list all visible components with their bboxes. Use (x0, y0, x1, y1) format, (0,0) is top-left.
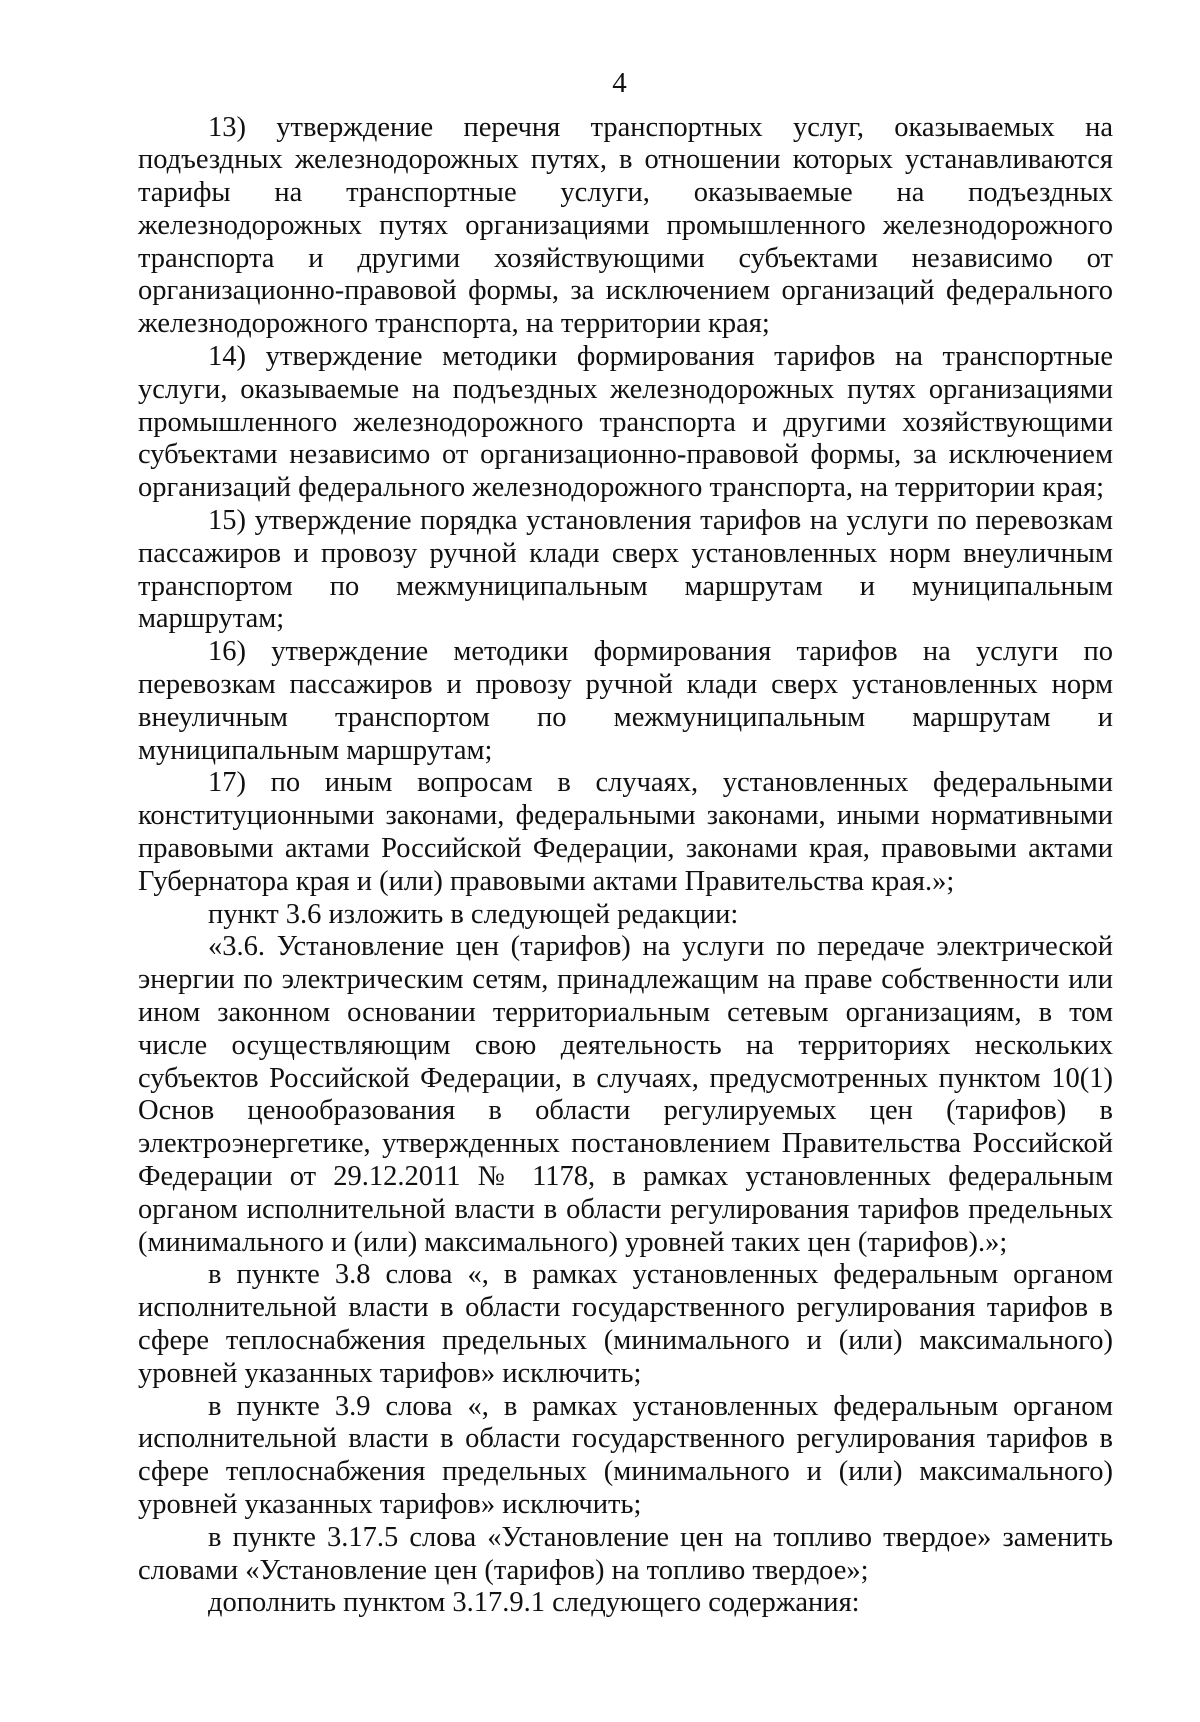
paragraph-point-3-6-text: «3.6. Установление цен (тарифов) на услуги по передаче электрической энергии по электрическим сетям, принадлежащим на праве собственности или ином законном основании территориальным сетевым организациям, в том числе осуществляющим свою деятельность на территориях нескольких субъектов Российской Федерации, в случаях, предусмотренных пунктом 10(1) Основ ценообразования в области регулируемых цен (тарифов) в электроэнергетике, утвержденных постановлением Правительства Российской Федерации от 29.12.2011 № 1178, в рамках установленных федеральным органом исполнительной власти в области регулирования тарифов предельных (минимального и (или) максимального) уровней таких цен (тарифов).»; (138, 931, 1113, 1258)
paragraph-point-3-9: в пункте 3.9 слова «, в рамках установленных федеральным органом исполнительной власти в области государственного регулирования тарифов в сфере теплоснабжения предельных (минимального и (или) максимального) уровней указанных тарифов» исключить; (138, 1390, 1113, 1520)
paragraph-item-15: 15) утверждение порядка установления тарифов на услуги по перевозкам пассажиров и провозу ручной клади сверх установленных норм внеуличным транспортом по межмуниципальным маршрутам и муниципальным маршрутам; (138, 505, 1113, 635)
paragraph-item-14: 14) утверждение методики формирования тарифов на транспортные услуги, оказываемые на подъездных железнодорожных путях организациями промышленного железнодорожного транспорта и другими хозяйствующими субъектами независимо от организационно-правовой формы, за исключением организаций федерального железнодорожного транспорта, на территории края; (138, 341, 1113, 504)
page-number: 4 (612, 67, 627, 99)
paragraph-item-16: 16) утверждение методики формирования тарифов на услуги по перевозкам пассажиров и провозу ручной клади сверх установленных норм внеуличным транспортом по межмуниципальным маршрутам и муниципальным маршрутам; (138, 636, 1113, 766)
paragraph-point-3-6-intro: пункт 3.6 изложить в следующей редакции: (208, 898, 739, 930)
paragraph-point-3-17-9-1: дополнить пунктом 3.17.9.1 следующего содержания: (208, 1587, 860, 1619)
document-body (138, 112, 1113, 1621)
paragraph-item-13: 13) утверждение перечня транспортных услуг, оказываемых на подъездных железнодорожных путях, в отношении которых устанавливаются тарифы на транспортные услуги, оказываемые на подъездных железнодорожных путях организациями промышленного железнодорожного транспорта и другими хозяйствующими субъектами независимо от организационно-правовой формы, за исключением организаций федерального железнодорожного транспорта, на территории края; (138, 111, 1113, 340)
paragraph-point-3-8: в пункте 3.8 слова «, в рамках установленных федеральным органом исполнительной власти в области государственного регулирования тарифов в сфере теплоснабжения предельных (минимального и (или) максимального) уровней указанных тарифов» исключить; (138, 1259, 1113, 1389)
paragraph-item-17: 17) по иным вопросам в случаях, установленных федеральными конституционными законами, федеральными законами, иными нормативными правовыми актами Российской Федерации, законами края, правовыми актами Губернатора края и (или) правовыми актами Правительства края.»; (138, 767, 1113, 897)
paragraph-point-3-17-5: в пункте 3.17.5 слова «Установление цен на топливо твердое» заменить словами «Установление цен (тарифов) на топливо твердое»; (138, 1521, 1113, 1586)
